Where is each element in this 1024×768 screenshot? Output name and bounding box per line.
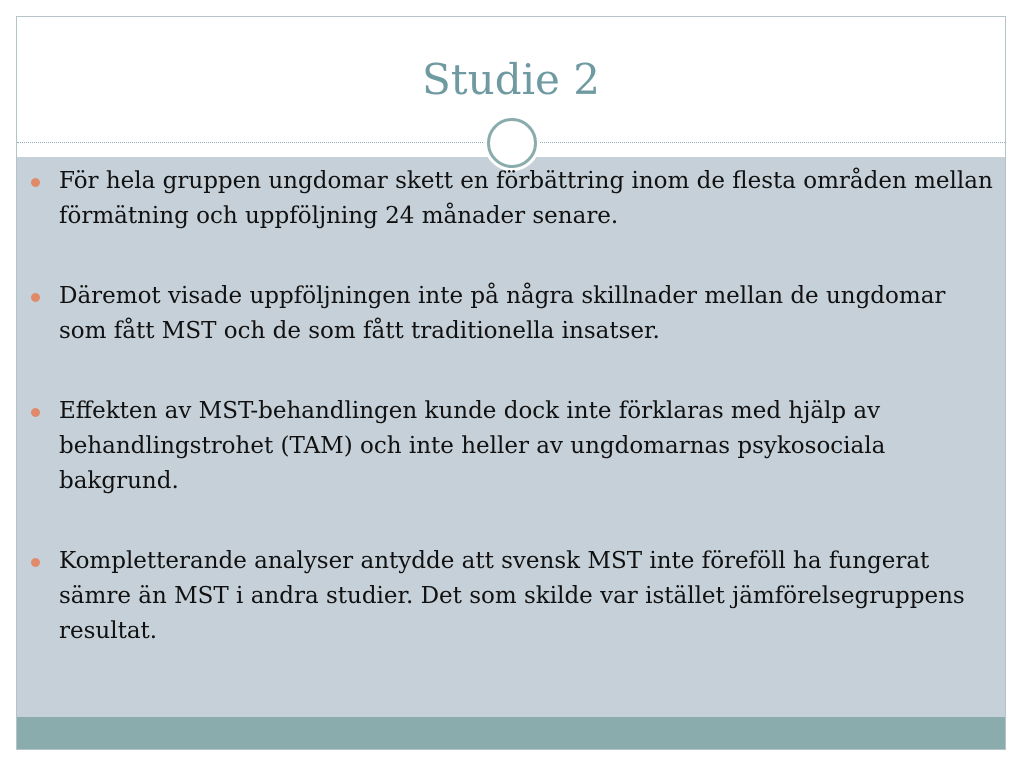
bullet-dot-icon	[31, 178, 40, 187]
slide-title: Studie 2	[422, 55, 600, 104]
bullet-text: Däremot visade uppföljningen inte på några skillnader mellan de ungdomar som fått MST och de som fått traditionella insatser.	[59, 283, 946, 344]
footer-band	[17, 717, 1005, 750]
bullet-text: Effekten av MST-behandlingen kunde dock inte förklaras med hjälp av behandlingstrohet (TAM) och inte heller av ungdomarnas psykosociala bakgrund.	[59, 398, 886, 494]
bullet-list	[0, 164, 1024, 694]
bullet-item	[0, 164, 1024, 234]
bullet-item	[0, 544, 1024, 649]
circle-core-icon	[493, 124, 531, 162]
bullet-dot-icon	[31, 558, 40, 567]
bullet-item	[0, 279, 1024, 349]
bullet-dot-icon	[31, 408, 40, 417]
bullet-text: Kompletterande analyser antydde att svensk MST inte föreföll ha fungerat sämre än MST i andra studier. Det som skilde var istället jämförelsegruppens resultat.	[59, 548, 965, 644]
bullet-text: För hela gruppen ungdomar skett en förbättring inom de flesta områden mellan förmätning och uppföljning 24 månader senare.	[59, 168, 993, 229]
bullet-item	[0, 394, 1024, 499]
bullet-dot-icon	[31, 293, 40, 302]
